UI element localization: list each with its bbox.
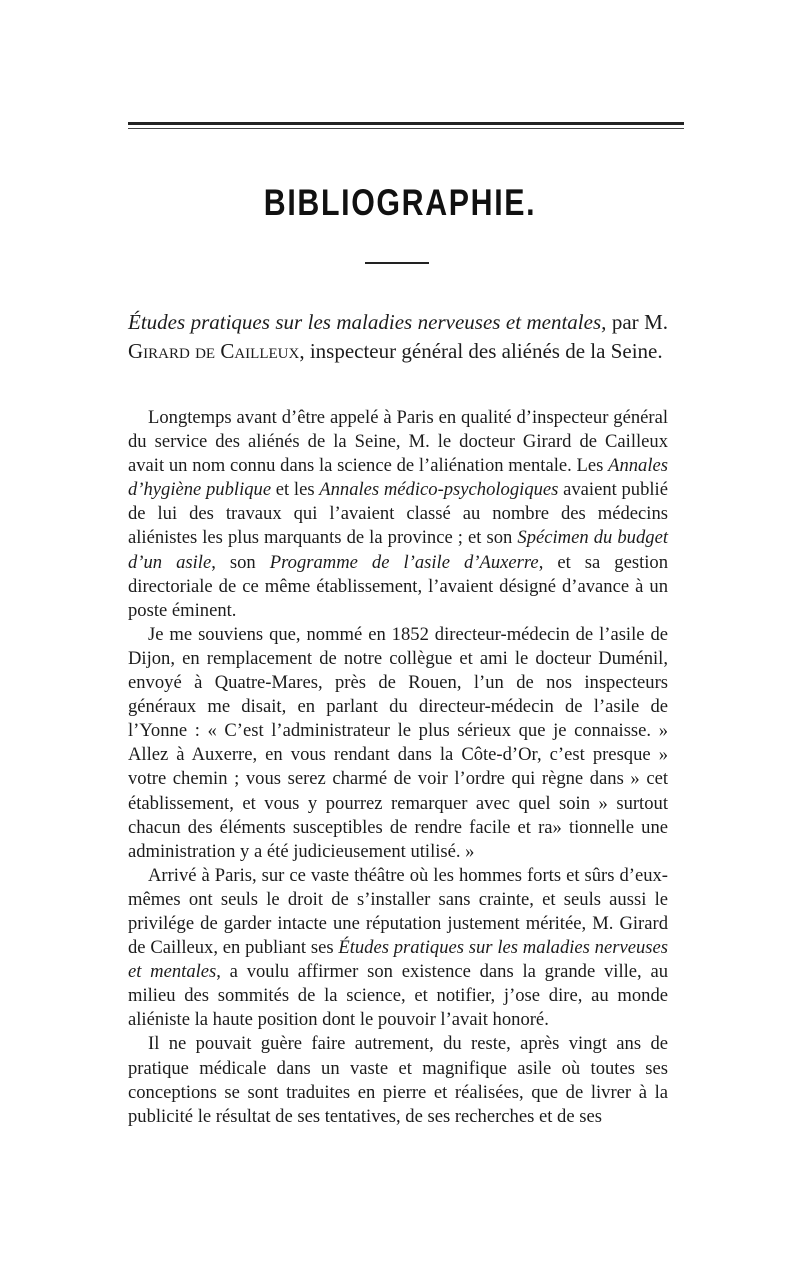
p1-italic-4: Programme de l’asile d’Auxerre: [269, 551, 539, 573]
top-double-rule: [128, 122, 684, 129]
heading-par: par: [611, 310, 639, 334]
author-rest: , inspecteur général des aliénés de la Seine.: [299, 339, 663, 363]
author-prefix: M.: [644, 310, 669, 334]
paragraph-4: Il ne pouvait guère faire autrement, du reste, après vingt ans de pratique médicale dans un vaste et magnifique asile où toutes ses conceptions se sont traduites en pierre et réalisées, que de livrer à la publicité le résultat de ses tentatives, de ses recherches et de ses: [128, 1033, 668, 1127]
p1-italic-3: Spécimen du budget d’un asile: [128, 527, 668, 573]
article-body: [128, 406, 668, 1129]
p3-text-a: Arrivé à Paris, sur ce vaste théâtre où les hommes forts et sûrs d’eux-mêmes ont seuls le droit de s’installer sans crainte, et seuls aussi le privilége de garder intacte une réputation justement méritée, M. Girard de Cailleux, en publiant ses: [128, 864, 668, 959]
p1-italic-1: Annales d’hygiène publique: [128, 455, 668, 501]
p1-text-d: , son: [211, 551, 270, 573]
p3-text-b: , a voulu affirmer son existence dans la grande ville, au milieu des sommités de la science, et notifier, j’ose dire, au monde aliéniste la haute position dont le pouvoir l’avait honoré.: [128, 961, 668, 1031]
work-title: Études pratiques sur les maladies nerveuses et mentales,: [128, 310, 607, 334]
paragraph-2: Je me souviens que, nommé en 1852 directeur-médecin de l’asile de Dijon, en remplacement de notre collègue et ami le docteur Duménil, envoyé à Quatre-Mares, près de Rouen, l’un de nos inspecteurs généraux me disait, en parlant du directeur-médecin de l’asile de l’Yonne : « C’est l’administrateur le plus sérieux que je connaisse. » Allez à Auxerre, en vous rendant dans la Côte-d’Or, c’est presque » votre chemin ; vous serez charmé de voir l’ordre qui règne dans » cet établissement, et vous y pourrez remarquer avec quel soin » surtout chacun des éléments susceptibles de rendre facile et ra» tionnelle une administration y a été judicieusement utilisé. »: [128, 623, 668, 862]
p1-italic-2: Annales médico-psychologiques: [319, 479, 559, 501]
author-name: Girard de Cailleux: [128, 339, 300, 363]
paragraph-1: [128, 406, 668, 623]
p1-text-b: et les: [271, 479, 320, 501]
review-heading: [128, 308, 668, 366]
p1-text-e: , et sa gestion directoriale de ce même établissement, l’avaient désigné d’avance à un poste éminent.: [128, 551, 669, 621]
paragraph-3: [128, 864, 668, 1033]
p1-text-c: avaient publié de lui des travaux qui l’avaient classé au nombre des médecins aliénistes les plus marquants de la province ; et son: [128, 479, 668, 549]
title-divider: [365, 262, 429, 264]
p1-text-a: Longtemps avant d’être appelé à Paris en qualité d’inspecteur général du service des aliénés de la Seine, M. le docteur Girard de Cailleux avait un nom connu dans la science de l’aliénation mentale. Les: [128, 407, 668, 477]
page-title: BIBLIOGRAPHIE.: [263, 182, 537, 223]
p3-italic-1: Études pratiques sur les maladies nerveuses et mentales: [128, 937, 668, 983]
